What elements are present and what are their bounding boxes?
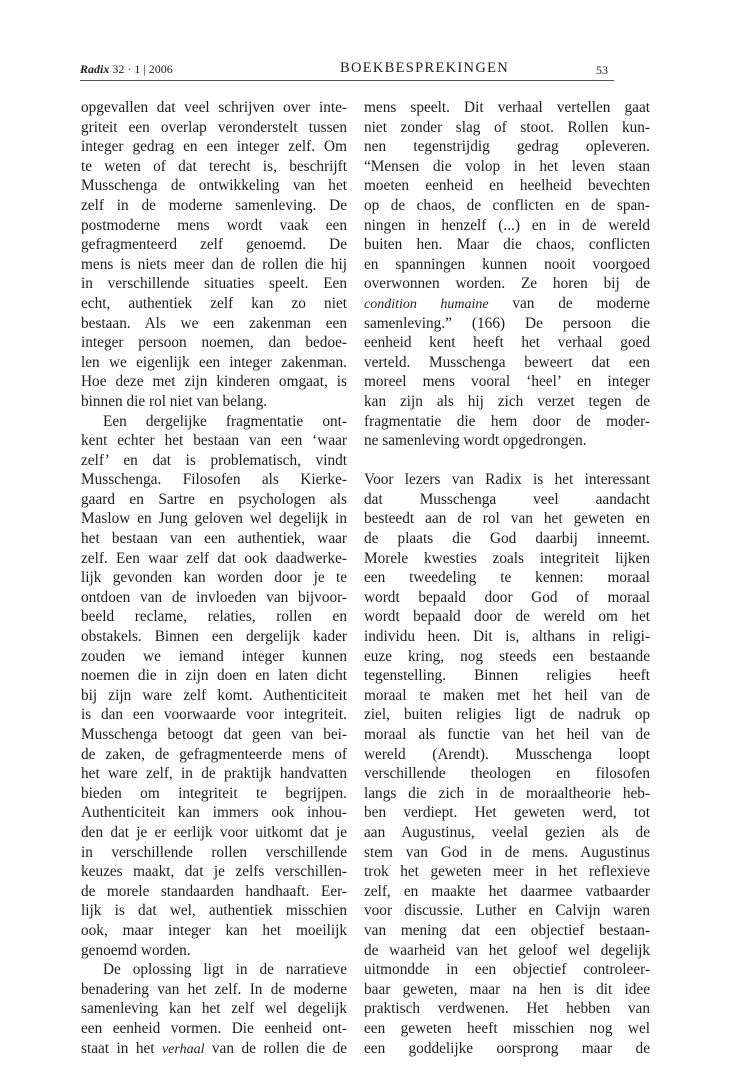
text-segment: bij zijn ware zelf komt. Authenticiteit (81, 686, 347, 704)
text-segment: een tweedeling te kennen: moraal (364, 569, 650, 587)
text-segment: binnen die rol niet van belang. (81, 392, 268, 410)
text-segment: ben verdiept. Het geweten werd, tot (364, 804, 650, 822)
text-segment: uitmondde in een objectief controleer- (364, 961, 650, 979)
text-segment: Maslow en Jung geloven wel degelijk in (81, 510, 347, 528)
text-segment: Musschenga de ontwikkeling van het (81, 177, 347, 195)
text-segment: overwonnen worden. Ze horen bij de (364, 275, 650, 293)
text-segment: ningen in henzelf (...) en in de wereld (364, 216, 650, 234)
text-line (81, 509, 347, 529)
text-column-right (364, 98, 650, 1058)
text-segment: noemen die in zijn doen en laten dicht (81, 667, 347, 685)
text-segment: keuzes maakt, dat je zelfs verschillen- (81, 863, 347, 881)
text-line (364, 960, 650, 980)
text-segment: zouden we iemand integer kunnen (81, 647, 347, 665)
text-segment: buiten hen. Maar die chaos, conflicten (364, 236, 650, 254)
text-segment: mens speelt. Dit verhaal vertellen gaat (364, 99, 650, 116)
text-line (364, 627, 650, 647)
text-segment: aan Augustinus, veelal gezien als de (364, 823, 650, 841)
text-segment: op de chaos, de conflicten en de span- (364, 196, 650, 214)
text-line (364, 647, 650, 667)
text-segment: verschillende theologen en filosofen (364, 765, 650, 783)
paragraph-spacer (364, 451, 650, 471)
text-line (81, 1039, 347, 1059)
text-segment: tegenstelling. Binnen religies heeft (364, 667, 650, 685)
text-line (364, 431, 650, 451)
text-line (364, 412, 650, 432)
text-segment: Musschenga betoogt dat geen van bei- (81, 726, 347, 743)
section-title: BOEKBESPREKINGEN (340, 60, 510, 76)
text-line (81, 255, 347, 275)
text-segment: de morele standaarden handhaaft. Eer- (81, 882, 347, 900)
text-line (364, 196, 650, 216)
text-line (81, 588, 347, 608)
text-line (364, 294, 650, 314)
text-line (364, 568, 650, 588)
text-segment: het bestaan van een authentiek, waar (81, 530, 347, 548)
text-line (81, 882, 347, 902)
text-line (364, 705, 650, 725)
text-line (81, 196, 347, 216)
text-segment: samenleving kan het zelf wel degelijk (81, 1000, 347, 1018)
text-segment: obstakels. Binnen een dergelijk kader (81, 628, 347, 646)
text-line (81, 666, 347, 686)
text-line (81, 451, 347, 471)
text-line (81, 921, 347, 941)
text-line (81, 549, 347, 569)
text-line (364, 549, 650, 569)
text-line (81, 98, 347, 118)
text-segment: besteedt aan de rol van het geweten en (364, 510, 650, 528)
text-line (364, 764, 650, 784)
text-segment: stem van God in de mens. Augustinus (364, 843, 650, 861)
text-segment: in verschillende situaties speelt. Een (81, 275, 347, 293)
text-segment: ontdoen van de invloeden van bijvoor- (81, 588, 347, 606)
text-segment: baar geweten, maar na hen is dit idee (364, 980, 650, 998)
text-segment: zelf. Een waar zelf dat ook daadwerke- (81, 549, 347, 567)
text-segment: genoemd worden. (81, 941, 191, 959)
text-segment: en spanningen kunnen nooit voorgoed (364, 255, 650, 273)
text-column-left (81, 98, 347, 1058)
text-line (364, 941, 650, 961)
text-line (81, 705, 347, 725)
text-line (81, 803, 347, 823)
text-segment: moraal te maken met het heil van de (364, 686, 650, 704)
text-segment: een geweten heeft misschien nog wel (364, 1019, 650, 1037)
text-segment: samenleving.” (166) De persoon die (364, 314, 650, 332)
text-segment: langs die zich in de moraaltheorie heb- (364, 784, 650, 802)
text-segment: de waarheid van het geloof wel degelijk (364, 941, 650, 959)
paragraph (81, 98, 347, 412)
text-segment: wordt bepaald door God of moraal (364, 588, 650, 606)
text-segment: den dat je er eerlijk voor uitkomt dat je (81, 823, 347, 841)
text-segment: len we eigenlijk een integer zakenman. (81, 353, 347, 371)
text-segment: integer persoon noemen, dan bedoe- (81, 334, 347, 352)
text-segment: gaard en Sartre en psychologen als (81, 490, 347, 508)
text-segment: wordt bepaald door de wereld om het (364, 608, 650, 626)
text-line (364, 490, 650, 510)
text-line (364, 470, 650, 490)
text-line (364, 353, 650, 373)
text-line (364, 843, 650, 863)
text-line (364, 686, 650, 706)
text-line (364, 333, 650, 353)
text-line (364, 392, 650, 412)
text-line (81, 686, 347, 706)
text-segment: wereld (Arendt). Musschenga loopt (364, 745, 650, 763)
text-line (364, 314, 650, 334)
text-line (364, 882, 650, 902)
text-segment: praktisch verdwenen. Het hebben van (364, 1000, 650, 1018)
text-line (81, 157, 347, 177)
text-line (364, 274, 650, 294)
text-segment: niet zonder slag of stoot. Rollen kun- (364, 118, 650, 136)
running-header (80, 60, 614, 81)
text-line (81, 980, 347, 1000)
text-segment: van de moderne (488, 294, 650, 312)
text-segment: Hoe deze met zijn kinderen omgaat, is (81, 373, 347, 391)
text-line (364, 157, 650, 177)
text-segment: nen tegenstrijdig gedrag opleveren. (364, 138, 650, 156)
text-segment: een eenheid vormen. Die eenheid ont- (81, 1019, 347, 1037)
text-line (364, 255, 650, 275)
text-line (364, 372, 650, 392)
text-line (364, 509, 650, 529)
text-line (81, 294, 347, 314)
text-segment: is dan een voorwaarde voor integriteit. (81, 706, 347, 724)
text-segment: Authenticiteit kan immers ook inhou- (81, 804, 347, 822)
text-segment: in verschillende rollen verschillende (81, 843, 347, 861)
text-line (81, 137, 347, 157)
text-line (364, 999, 650, 1019)
text-line (81, 392, 347, 412)
text-line (81, 490, 347, 510)
text-line (364, 137, 650, 157)
text-segment: fragmentatie die hem door de moder- (364, 412, 650, 430)
text-segment: moeten eenheid en heelheid bevechten (364, 177, 650, 195)
text-line (81, 607, 347, 627)
text-line (81, 823, 347, 843)
text-line (81, 941, 347, 961)
text-segment: kent echter het bestaan van een ‘waar (81, 432, 347, 450)
text-segment: kan zijn als hij zich verzet tegen de (364, 392, 650, 410)
text-segment: ne samenleving wordt opgedrongen. (364, 432, 587, 450)
text-line (81, 372, 347, 392)
text-line (81, 431, 347, 451)
text-line (81, 235, 347, 255)
text-segment: van de rollen die de (204, 1039, 348, 1057)
text-line (81, 627, 347, 647)
text-line (364, 725, 650, 745)
text-segment: mens is niets meer dan de rollen die hij (81, 255, 347, 273)
text-line (81, 568, 347, 588)
journal-citation (80, 62, 173, 77)
page-number: 53 (596, 63, 608, 77)
text-line (364, 862, 650, 882)
text-line (81, 960, 347, 980)
text-line (81, 784, 347, 804)
text-line (81, 999, 347, 1019)
text-segment: postmoderne mens wordt vaak een (81, 216, 347, 234)
text-line (81, 901, 347, 921)
text-segment: voor discussie. Luther en Calvijn waren (364, 902, 650, 920)
text-segment: dat Musschenga veel aandacht (364, 490, 650, 508)
text-segment: euze kring, nog steeds een bestaande (364, 647, 650, 665)
text-line (81, 333, 347, 353)
text-line (364, 1019, 650, 1039)
text-line (81, 529, 347, 549)
text-line (364, 803, 650, 823)
text-line (81, 647, 347, 667)
text-line (81, 843, 347, 863)
text-segment: staat in het (81, 1039, 162, 1057)
text-segment: echt, authentiek zelf kan zo niet (81, 294, 347, 312)
text-line (81, 725, 347, 745)
text-segment: zelf in de moderne samenleving. De (81, 196, 347, 214)
text-line (81, 353, 347, 373)
text-segment: eenheid kent heeft het verhaal goed (364, 334, 650, 352)
text-line (364, 176, 650, 196)
text-line (81, 862, 347, 882)
paragraph (81, 412, 347, 961)
paragraph (364, 98, 650, 451)
italic-term: condition humaine (364, 296, 489, 312)
text-segment: het ware zelf, in de praktijk handvatten (81, 765, 347, 783)
text-line (364, 607, 650, 627)
text-segment: individu heen. Dit is, althans in religi- (364, 628, 650, 646)
text-line (364, 98, 650, 118)
text-line (364, 921, 650, 941)
text-line (364, 823, 650, 843)
text-segment: bestaan. Als we een zakenman een (81, 314, 347, 332)
text-segment: lijk gevonden kan worden door je te (81, 569, 347, 587)
text-segment: moraal als functie van het heil van de (364, 726, 650, 743)
text-segment: een goddelijke oorsprong maar de (364, 1039, 650, 1057)
text-line (364, 901, 650, 921)
text-line (364, 666, 650, 686)
text-segment: trok het geweten meer in het reflexieve (364, 863, 650, 881)
text-segment: Morele kwesties zoals integriteit lijken (364, 549, 650, 567)
text-segment: verteld. Musschenga beweert dat een (364, 353, 650, 371)
journal-name: Radix (80, 62, 110, 76)
text-line (364, 529, 650, 549)
text-line (364, 235, 650, 255)
italic-term: verhaal (161, 1041, 205, 1057)
text-segment: De oplossing ligt in de narratieve (103, 961, 347, 979)
text-line (364, 1039, 650, 1059)
text-segment: “Mensen die volop in het leven staan (364, 157, 650, 175)
text-line (81, 176, 347, 196)
text-segment: griteit een overlap veronderstelt tussen (81, 118, 347, 136)
text-segment: Musschenga. Filosofen als Kierke- (81, 471, 347, 489)
text-line (364, 216, 650, 236)
text-line (81, 274, 347, 294)
text-line (81, 745, 347, 765)
text-segment: bieden om integriteit te begrijpen. (81, 784, 347, 802)
text-segment: de plaats die God daarbij inneemt. (364, 530, 650, 548)
text-line (364, 980, 650, 1000)
text-line (364, 745, 650, 765)
text-segment: beeld reclame, relaties, rollen en (81, 608, 347, 626)
text-line (81, 412, 347, 432)
text-line (364, 118, 650, 138)
text-line (81, 764, 347, 784)
paragraph (81, 960, 347, 1058)
text-segment: lijk is dat wel, authentiek misschien (81, 902, 347, 920)
text-segment: benadering van het zelf. In de moderne (81, 980, 347, 998)
text-segment: Voor lezers van Radix is het interessant (364, 471, 650, 489)
text-segment: zelf, en maakte het daarmee vatbaarder (364, 882, 650, 900)
text-line (81, 470, 347, 490)
text-line (81, 314, 347, 334)
text-line (81, 216, 347, 236)
text-segment: van mening dat een objectief bestaan- (364, 921, 650, 939)
text-segment: integer gedrag en een integer zelf. Om (81, 138, 347, 156)
text-segment: Een dergelijke fragmentatie ont- (103, 412, 347, 430)
text-segment: de zaken, de gefragmenteerde mens of (81, 745, 347, 763)
text-line (364, 588, 650, 608)
text-segment: moreel mens vooral ‘heel’ en integer (364, 373, 650, 391)
text-segment: te weten of dat terecht is, beschrijft (81, 157, 347, 175)
text-segment: gefragmenteerd zelf genoemd. De (81, 236, 347, 254)
text-segment: ook, maar integer kan het moeilijk (81, 921, 347, 939)
paragraph (364, 470, 650, 1058)
text-segment: ziel, buiten religies ligt de nadruk op (364, 706, 650, 724)
text-line (81, 1019, 347, 1039)
text-segment: opgevallen dat veel schrijven over inte- (81, 99, 347, 116)
text-segment: zelf’ en dat is problematisch, vindt (81, 451, 347, 469)
text-line (364, 784, 650, 804)
text-line (81, 118, 347, 138)
issue-info: 32 · 1 | 2006 (112, 62, 173, 76)
